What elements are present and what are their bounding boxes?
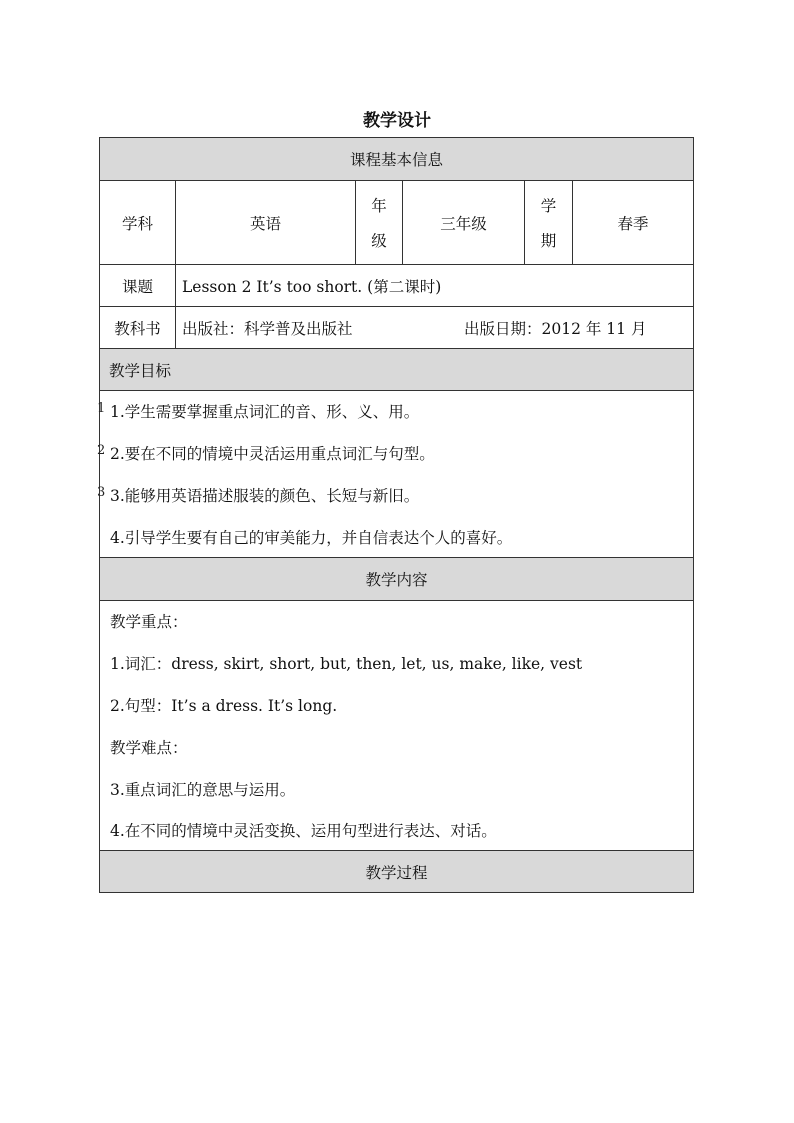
goal-item: 2.要在不同的情境中灵活运用重点词汇与句型。 bbox=[110, 445, 435, 463]
grade-value: 三年级 bbox=[440, 214, 487, 233]
term-value-cell bbox=[573, 181, 693, 264]
topic-value: Lesson 2 It’s too short. (第二课时) bbox=[182, 277, 442, 296]
content-line: 4.在不同的情境中灵活变换、运用句型进行表达、对话。 bbox=[110, 822, 497, 840]
section-basic-info-label: 课程基本信息 bbox=[349, 151, 443, 169]
textbook-publisher: 出版社：科学普及出版社 bbox=[182, 319, 353, 338]
term-label-cell bbox=[525, 181, 573, 264]
goals-list bbox=[99, 390, 694, 558]
topic-label-cell bbox=[100, 265, 176, 306]
textbook-row bbox=[99, 306, 694, 349]
term-label-bottom: 期 bbox=[540, 232, 557, 251]
textbook-label: 教科书 bbox=[114, 319, 161, 338]
topic-value-cell bbox=[176, 265, 693, 306]
grade-label-top: 年 bbox=[371, 196, 387, 215]
goal-margin-mark: 3 bbox=[97, 485, 106, 500]
goal-item: 4.引导学生要有自己的审美能力，并自信表达个人的喜好。 bbox=[110, 529, 513, 547]
content-line: 2.句型：It’s a dress. It’s long. bbox=[110, 697, 338, 715]
goal-margin-mark: 1 bbox=[97, 401, 106, 416]
goal-margin-mark: 2 bbox=[97, 443, 106, 458]
subject-value: 英语 bbox=[249, 214, 281, 233]
section-process-label: 教学过程 bbox=[365, 863, 428, 882]
subject-row bbox=[99, 180, 694, 265]
content-line: 教学难点： bbox=[110, 739, 188, 757]
grade-value-cell bbox=[403, 181, 525, 264]
goal-item: 3.能够用英语描述服装的颜色、长短与新旧。 bbox=[110, 487, 420, 505]
section-content-header bbox=[99, 557, 694, 601]
topic-label: 课题 bbox=[121, 277, 153, 296]
section-process-header bbox=[99, 850, 694, 893]
document-title: 教学设计 bbox=[363, 111, 431, 131]
topic-row bbox=[99, 264, 694, 307]
subject-label: 学科 bbox=[121, 214, 153, 233]
section-goals-label: 教学目标 bbox=[109, 361, 172, 380]
section-goals-header bbox=[99, 348, 694, 391]
section-content-label: 教学内容 bbox=[365, 571, 428, 589]
grade-label-bottom: 级 bbox=[371, 232, 387, 251]
grade-label-cell bbox=[356, 181, 403, 264]
subject-label-cell bbox=[100, 181, 176, 264]
textbook-pub-date: 出版日期：2012 年 11 月 bbox=[464, 319, 647, 338]
content-list bbox=[99, 600, 694, 851]
textbook-value-cell bbox=[176, 307, 693, 348]
content-line: 1.词汇：dress, skirt, short, but, then, let, us, make, like, vest bbox=[110, 655, 583, 673]
content-line: 3.重点词汇的意思与运用。 bbox=[110, 781, 296, 799]
goal-item: 1.学生需要掌握重点词汇的音、形、义、用。 bbox=[110, 403, 420, 421]
textbook-label-cell bbox=[100, 307, 176, 348]
subject-value-cell bbox=[176, 181, 356, 264]
term-label-top: 学 bbox=[540, 196, 557, 215]
content-line: 教学重点： bbox=[110, 613, 188, 631]
term-value: 春季 bbox=[617, 214, 649, 233]
section-basic-info-header bbox=[99, 137, 694, 181]
